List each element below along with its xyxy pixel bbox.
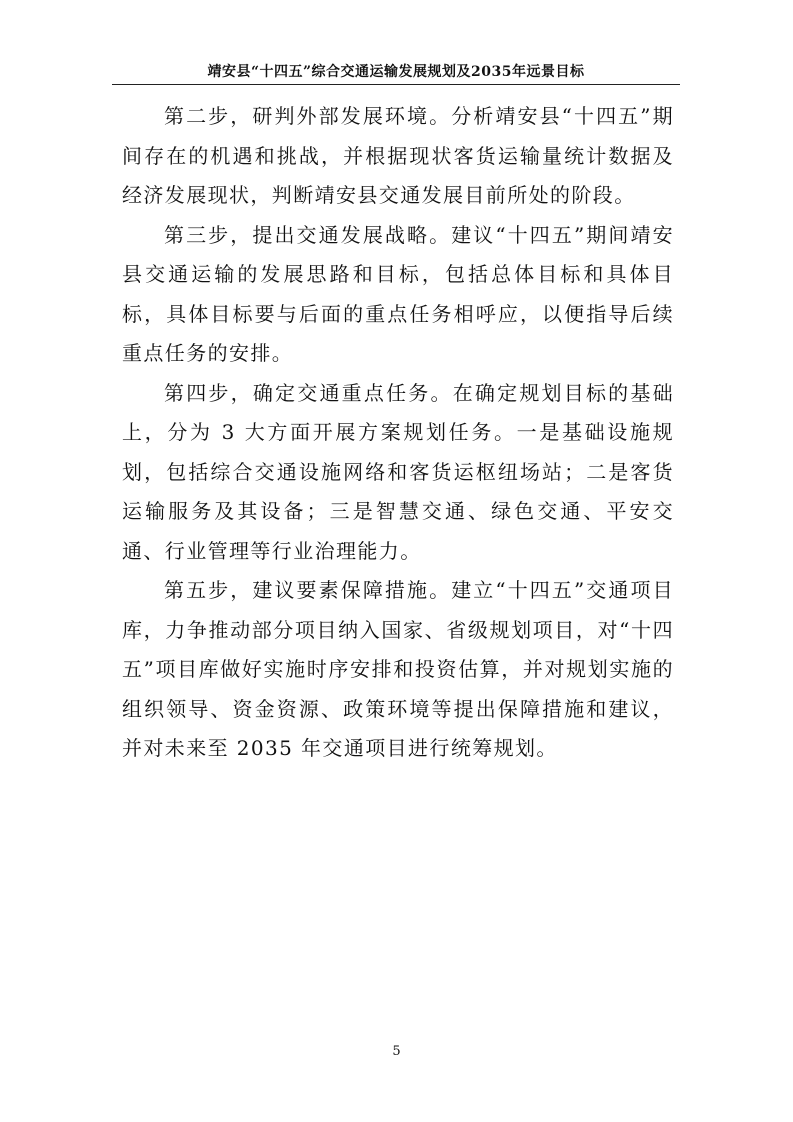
page-number: 5	[392, 1044, 401, 1059]
running-header: 靖安县“十四五”综合交通运输发展规划及2035年远景目标	[207, 64, 585, 80]
header-rule	[112, 84, 680, 85]
paragraph-step-three: 第三步，提出交通发展战略。建议“十四五”期间靖安县交通运输的发展思路和目标，包括总体目标和具体目标，具体目标要与后面的重点任务相呼应，以便指导后续重点任务的安排。	[122, 222, 674, 365]
paragraph-step-two: 第二步，研判外部发展环境。分析靖安县“十四五”期间存在的机遇和挑战，并根据现状客货运输量统计数据及经济发展现状，判断靖安县交通发展目前所处的阶段。	[122, 104, 674, 207]
paragraph-step-four: 第四步，确定交通重点任务。在确定规划目标的基础上，分为 3 大方面开展方案规划任务。一是基础设施规划，包括综合交通设施网络和客货运枢纽场站；二是客货运输服务及其设备；三是智慧交通、绿色交通、平安交通、行业管理等行业治理能力。	[122, 380, 674, 563]
document-body	[122, 97, 674, 769]
paragraph-step-five: 第五步，建议要素保障措施。建立“十四五”交通项目库，力争推动部分项目纳入国家、省级规划项目，对“十四五”项目库做好实施时序安排和投资估算，并对规划实施的组织领导、资金资源、政策环境等提出保障措施和建议，并对未来至 2035 年交通项目进行统筹规划。	[122, 578, 674, 760]
